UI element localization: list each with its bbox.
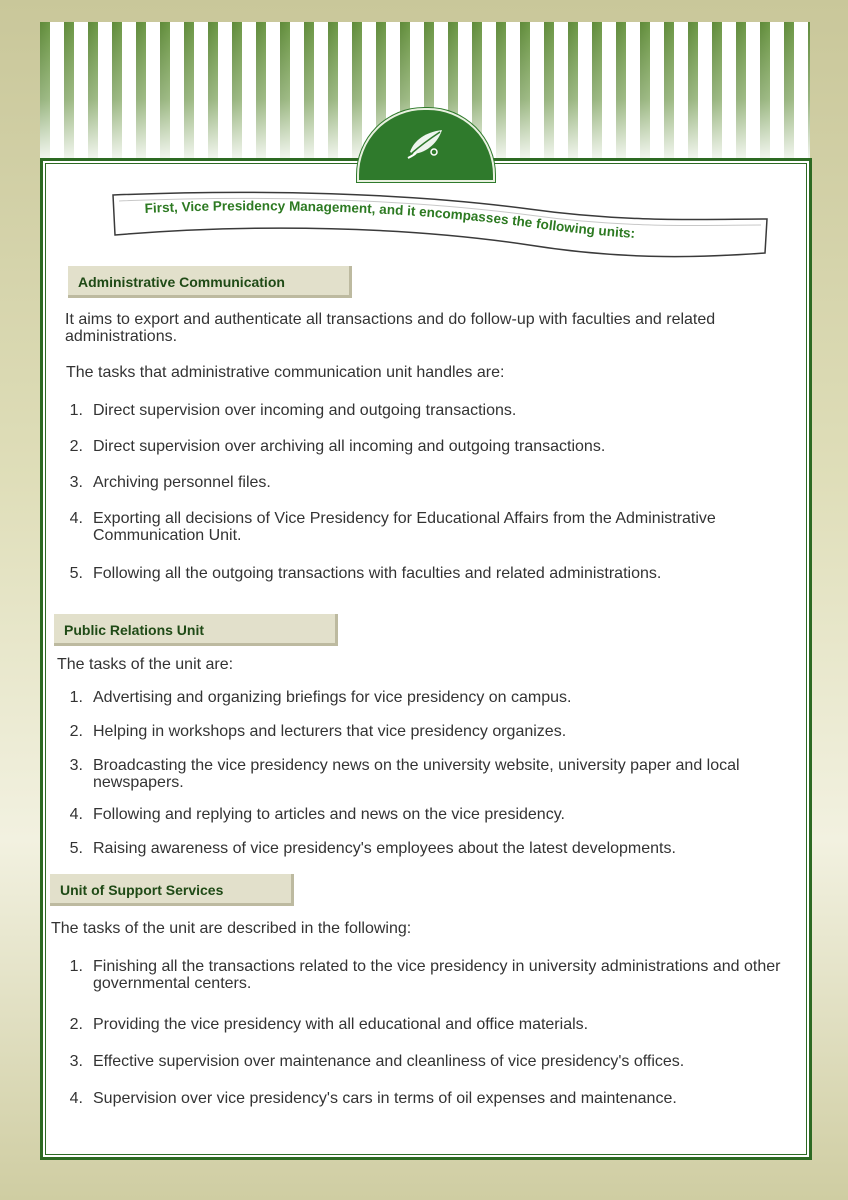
title-ribbon: [109, 183, 771, 265]
content-panel: First, Vice Presidency Management, and it encompasses the following units: Administrative Communication It aims to export and authenticate all transactions and do follow-up with faculties and related administrations. The tasks that administrative communication unit handles are: 1. Direct supervision over incoming and outgoing transactions. 2. Direct supervision over archiving all incoming and outgoing transactions. 3. Archiving personnel files. 4. Exporting all decisions of Vice Presidency for Educational Affairs from the Administrative Communication Unit. 5. Following all the outgoing transactions with faculties and related administrations. Public Relations Unit The tasks of the unit are: 1. Advertising and organizing briefings for vice presidency on campus. 2. Helping in workshops and lecturers that vice presidency organizes. 3. Broadcasting the vice presidency news on the university website, university paper and local newspapers. 4. Following and replying to articles and news on the vice presidency. 5. Raising awareness of vice presidency's employees about the latest developments. Unit of Support Services The tasks of the unit are described in the following: 1. Finishing all the transactions related to the vice presidency in university administrations and other governmental centers. 2. Providing the vice presidency with all educational and office materials. 3. Effective supervision over maintenance and cleanliness of vice presidency's offices. 4. Supervision over vice presidency's cars in terms of oil expenses and maintenance.: [40, 158, 812, 1160]
section-label-administrative-communication: Administrative Communication: [68, 266, 352, 298]
section-intro: It aims to export and authenticate all transactions and do follow-up with faculties and related administrations.: [65, 311, 716, 345]
section-lead: The tasks of the unit are described in the following:: [51, 920, 412, 937]
leaf-icon: [404, 122, 448, 162]
section-label-support-services: Unit of Support Services: [50, 874, 294, 906]
section-lead: The tasks of the unit are:: [57, 656, 234, 673]
banner-title: First, Vice Presidency Management, and it encompasses the following units:: [144, 198, 636, 241]
section-lead: The tasks that administrative communication unit handles are:: [66, 364, 505, 381]
section-label-public-relations: Public Relations Unit: [54, 614, 338, 646]
